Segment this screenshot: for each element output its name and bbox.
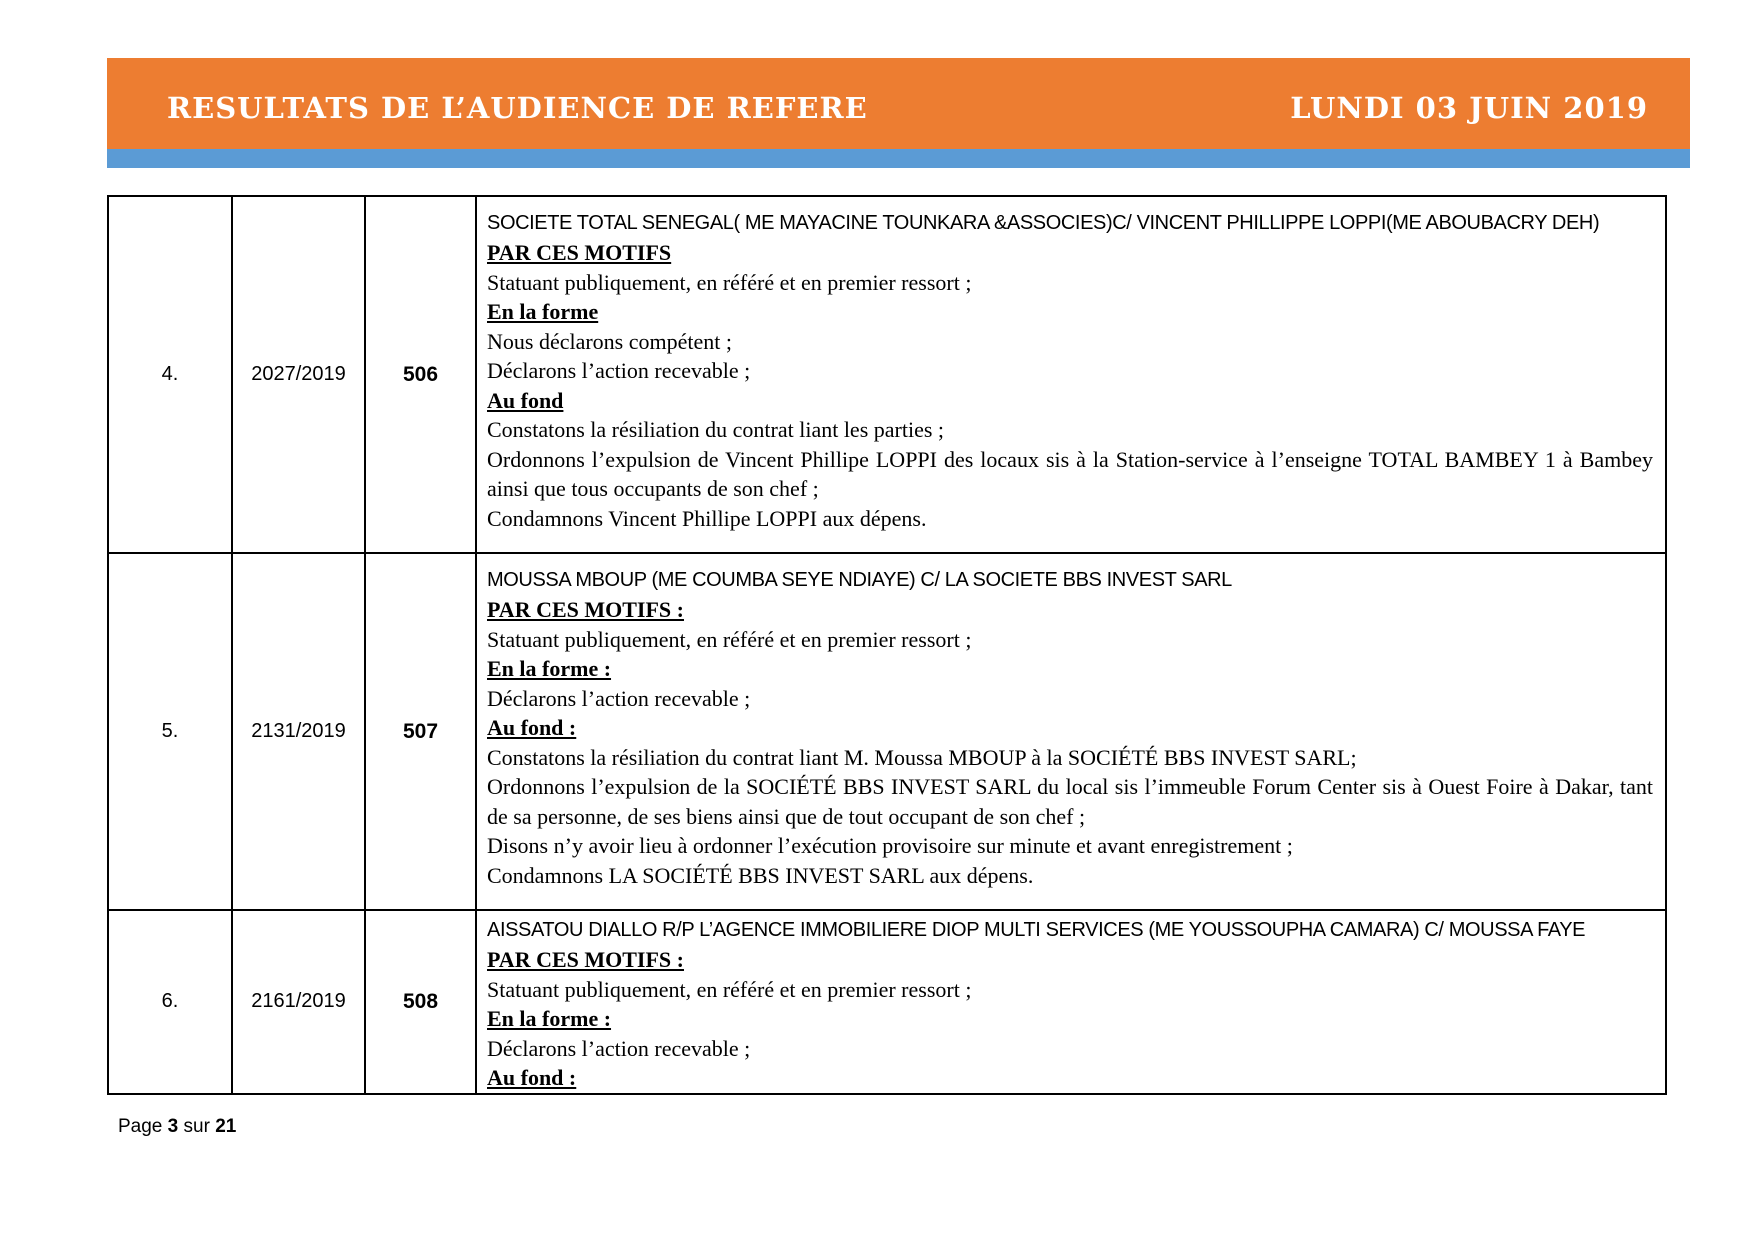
total-page-count: 21 xyxy=(215,1116,237,1137)
case-number: 2027/2019 xyxy=(232,196,365,553)
results-table xyxy=(107,195,1667,1095)
decision-heading: Au fond : xyxy=(487,1065,577,1090)
decision-line: Déclarons l’action recevable ; xyxy=(487,685,751,711)
decision-heading: PAR CES MOTIFS : xyxy=(487,597,684,622)
decision-heading: Au fond xyxy=(487,387,564,413)
case-number: 2161/2019 xyxy=(232,910,365,1094)
decision-heading: Au fond : xyxy=(487,715,577,740)
decision-line: Statuant publiquement, en référé et en premier ressort ; xyxy=(487,269,972,295)
footer-middle: sur xyxy=(178,1116,216,1137)
row-number: 5. xyxy=(108,553,232,910)
header-stripe xyxy=(107,149,1690,168)
decision-line: Ordonnons l’expulsion de Vincent Phillipe LOPPI des locaux sis à la Station-service à l’enseigne TOTAL BAMBEY 1 à Bambey ainsi que tous occupants de son chef ; xyxy=(487,446,1653,501)
decision-cell xyxy=(476,910,1666,1094)
decision-line: Condamnons LA SOCIÉTÉ BBS INVEST SARL aux dépens. xyxy=(487,862,1034,888)
decision-cell xyxy=(476,196,1666,553)
decision-line: Ordonnons l’expulsion de la SOCIÉTÉ BBS INVEST SARL du local sis l’immeuble Forum Center sis à Ouest Foire à Dakar, tant de sa personne, de ses biens ainsi que de tout occupant de son chef ; xyxy=(487,774,1653,829)
decision-line: Statuant publiquement, en référé et en premier ressort ; xyxy=(487,976,972,1002)
decision-cell xyxy=(476,553,1666,910)
decision-heading: PAR CES MOTIFS : xyxy=(487,947,684,972)
page-footer xyxy=(118,1116,236,1138)
ordonnance-number: 507 xyxy=(365,553,476,910)
case-parties: AISSATOU DIALLO R/P L’AGENCE IMMOBILIERE DIOP MULTI SERVICES (ME YOUSSOUPHA CAMARA) C/ MOUSSA FAYE xyxy=(487,919,1586,941)
decision-line: Condamnons Vincent Phillipe LOPPI aux dépens. xyxy=(487,505,927,531)
decision-heading: En la forme : xyxy=(487,656,612,681)
row-number: 4. xyxy=(108,196,232,553)
ordonnance-number: 506 xyxy=(365,196,476,553)
header-title: RESULTATS DE L’AUDIENCE DE REFERE xyxy=(167,90,868,125)
table-row xyxy=(108,196,1666,553)
case-parties: MOUSSA MBOUP (ME COUMBA SEYE NDIAYE) C/ LA SOCIETE BBS INVEST SARL xyxy=(487,569,1232,591)
footer-prefix: Page xyxy=(118,1116,168,1137)
page-header-band xyxy=(107,58,1690,149)
decision-heading: PAR CES MOTIFS xyxy=(487,240,672,265)
case-parties: SOCIETE TOTAL SENEGAL( ME MAYACINE TOUNKARA &ASSOCIES)C/ VINCENT PHILLIPPE LOPPI(ME ABOUBACRY DEH) xyxy=(487,212,1600,234)
decision-line: Nous déclarons compétent ; xyxy=(487,328,732,354)
table-row xyxy=(108,910,1666,1094)
decision-heading: En la forme xyxy=(487,299,599,324)
decision-line: Constatons la résiliation du contrat liant les parties ; xyxy=(487,417,945,442)
decision-line: Statuant publiquement, en référé et en premier ressort ; xyxy=(487,626,972,652)
table-row xyxy=(108,553,1666,910)
ordonnance-number: 508 xyxy=(365,910,476,1094)
header-date: LUNDI 03 JUIN 2019 xyxy=(1290,90,1648,125)
row-number: 6. xyxy=(108,910,232,1094)
decision-line: Déclarons l’action recevable ; xyxy=(487,358,751,383)
current-page-number: 3 xyxy=(167,1116,179,1137)
decision-line: Disons n’y avoir lieu à ordonner l’exécution provisoire sur minute et avant enregistrement ; xyxy=(487,833,1293,858)
decision-heading: En la forme : xyxy=(487,1006,612,1031)
case-number: 2131/2019 xyxy=(232,553,365,910)
decision-line: Déclarons l’action recevable ; xyxy=(487,1035,751,1061)
decision-line: Constatons la résiliation du contrat liant M. Moussa MBOUP à la SOCIÉTÉ BBS INVEST SARL; xyxy=(487,744,1357,770)
